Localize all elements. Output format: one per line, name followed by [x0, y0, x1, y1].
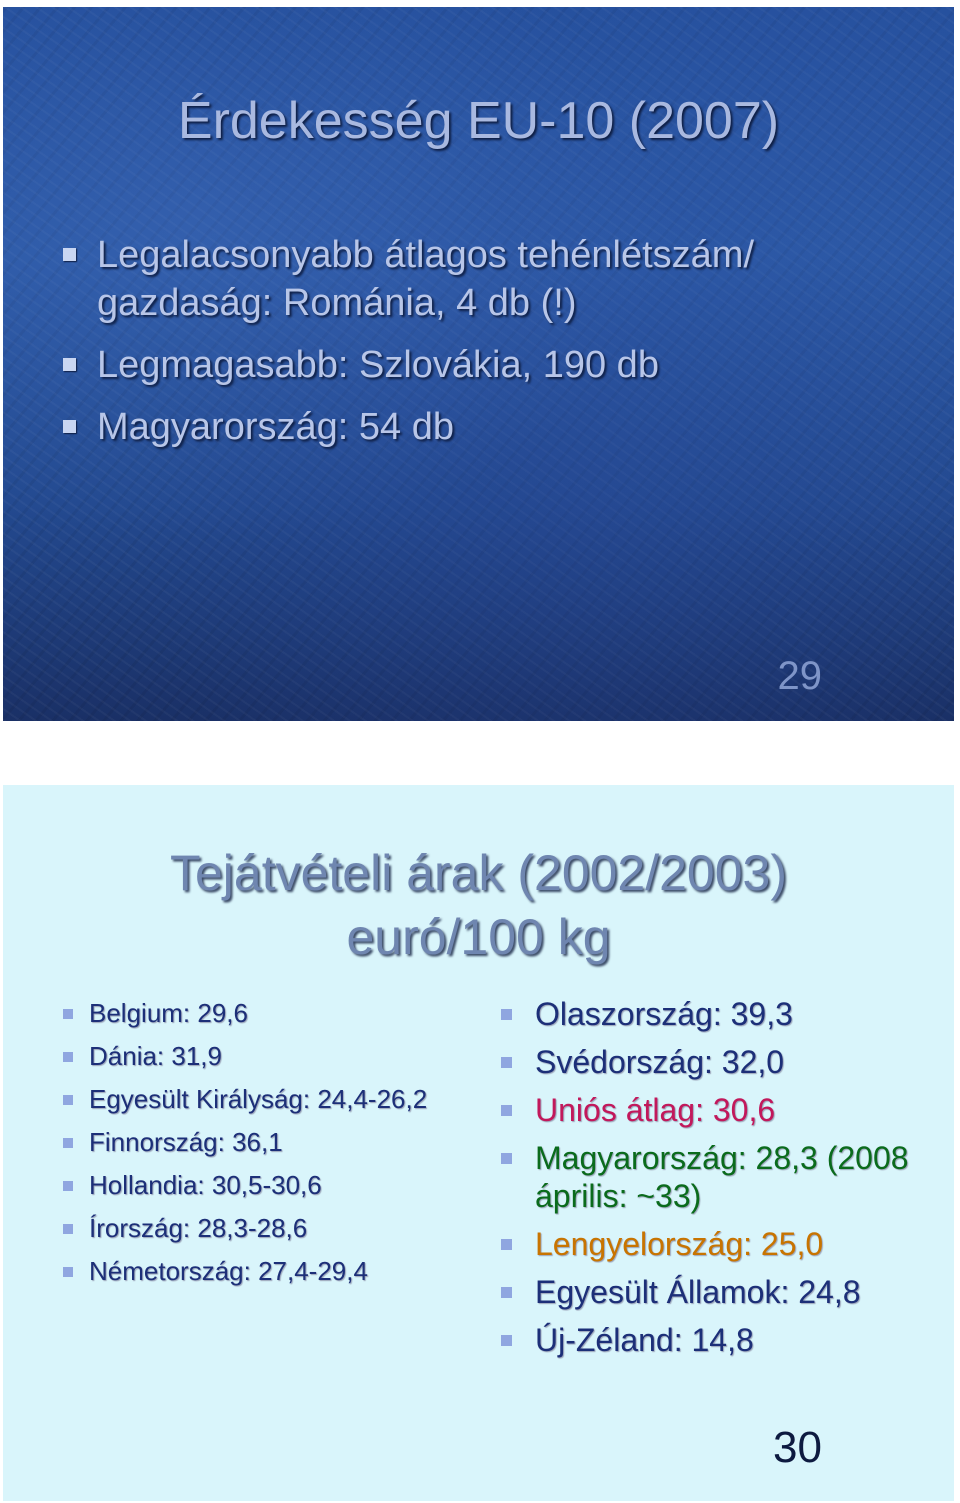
slide-title: Érdekesség EU-10 (2007): [177, 92, 780, 150]
list-item-text: Finnország: 36,1: [89, 1127, 283, 1157]
slide-title-line-1: Tejátvételi árak (2002/2003): [169, 845, 788, 901]
square-bullet-icon: [501, 1287, 512, 1298]
square-bullet-icon: [63, 1052, 73, 1062]
list-item-text: Egyesült Államok: 24,8: [535, 1274, 861, 1310]
square-bullet-icon: [63, 1095, 73, 1105]
slide-30: [3, 785, 954, 1501]
list-item-text: Belgium: 29,6: [89, 998, 248, 1028]
square-bullet-icon: [63, 248, 76, 261]
list-item: [499, 1321, 939, 1359]
list-item-text: Magyarország: 54 db: [97, 406, 454, 448]
list-item-text: Magyarország: 28,3 (2008 április: ~33): [535, 1140, 909, 1214]
page-number: 30: [773, 1423, 822, 1472]
list-item: [61, 231, 881, 327]
bullet-list: [61, 231, 881, 465]
list-item-text: Egyesült Királyság: 24,4-26,2: [89, 1084, 428, 1114]
list-item-text: Lengyelország: 25,0: [535, 1226, 824, 1262]
list-item: [499, 1273, 939, 1311]
list-item: [499, 1139, 939, 1215]
list-item: [61, 997, 431, 1030]
list-item: [61, 403, 881, 451]
list-item-text: Legmagasabb: Szlovákia, 190 db: [97, 344, 659, 386]
list-item-text: Svédország: 32,0: [535, 1044, 785, 1080]
list-item-text: Írország: 28,3-28,6: [89, 1213, 308, 1243]
square-bullet-icon: [63, 1224, 73, 1234]
square-bullet-icon: [501, 1335, 512, 1346]
square-bullet-icon: [501, 1239, 512, 1250]
square-bullet-icon: [63, 420, 76, 433]
square-bullet-icon: [501, 1153, 512, 1164]
square-bullet-icon: [63, 1138, 73, 1148]
list-item: [61, 1126, 431, 1159]
list-item-text: Németország: 27,4-29,4: [89, 1256, 368, 1286]
square-bullet-icon: [501, 1009, 512, 1020]
list-item: [499, 1091, 939, 1129]
list-item: [61, 1083, 431, 1116]
slide-29: [3, 7, 954, 721]
slide-title-line-2: euró/100 kg: [346, 909, 611, 965]
list-item: [61, 1169, 431, 1202]
right-price-list: [499, 995, 939, 1369]
list-item-text: Dánia: 31,9: [89, 1041, 222, 1071]
list-item: [499, 1043, 939, 1081]
square-bullet-icon: [501, 1057, 512, 1068]
list-item-text: Legalacsonyabb átlagos tehénlétszám/ gazdaság: Románia, 4 db (!): [97, 234, 755, 324]
left-price-list: [61, 997, 431, 1298]
square-bullet-icon: [63, 1181, 73, 1191]
list-item: [61, 1212, 431, 1245]
square-bullet-icon: [501, 1105, 512, 1116]
list-item: [61, 1255, 431, 1288]
list-item: [61, 1040, 431, 1073]
list-item-text: Olaszország: 39,3: [535, 996, 793, 1032]
slide-title: [3, 841, 954, 969]
list-item-text: Hollandia: 30,5-30,6: [89, 1170, 322, 1200]
list-item-text: Uniós átlag: 30,6: [535, 1092, 776, 1128]
list-item-text: Új-Zéland: 14,8: [535, 1322, 754, 1358]
list-item: [499, 1225, 939, 1263]
square-bullet-icon: [63, 358, 76, 371]
list-item: [61, 341, 881, 389]
page-number: 29: [777, 654, 822, 698]
list-item: [499, 995, 939, 1033]
square-bullet-icon: [63, 1009, 73, 1019]
square-bullet-icon: [63, 1267, 73, 1277]
